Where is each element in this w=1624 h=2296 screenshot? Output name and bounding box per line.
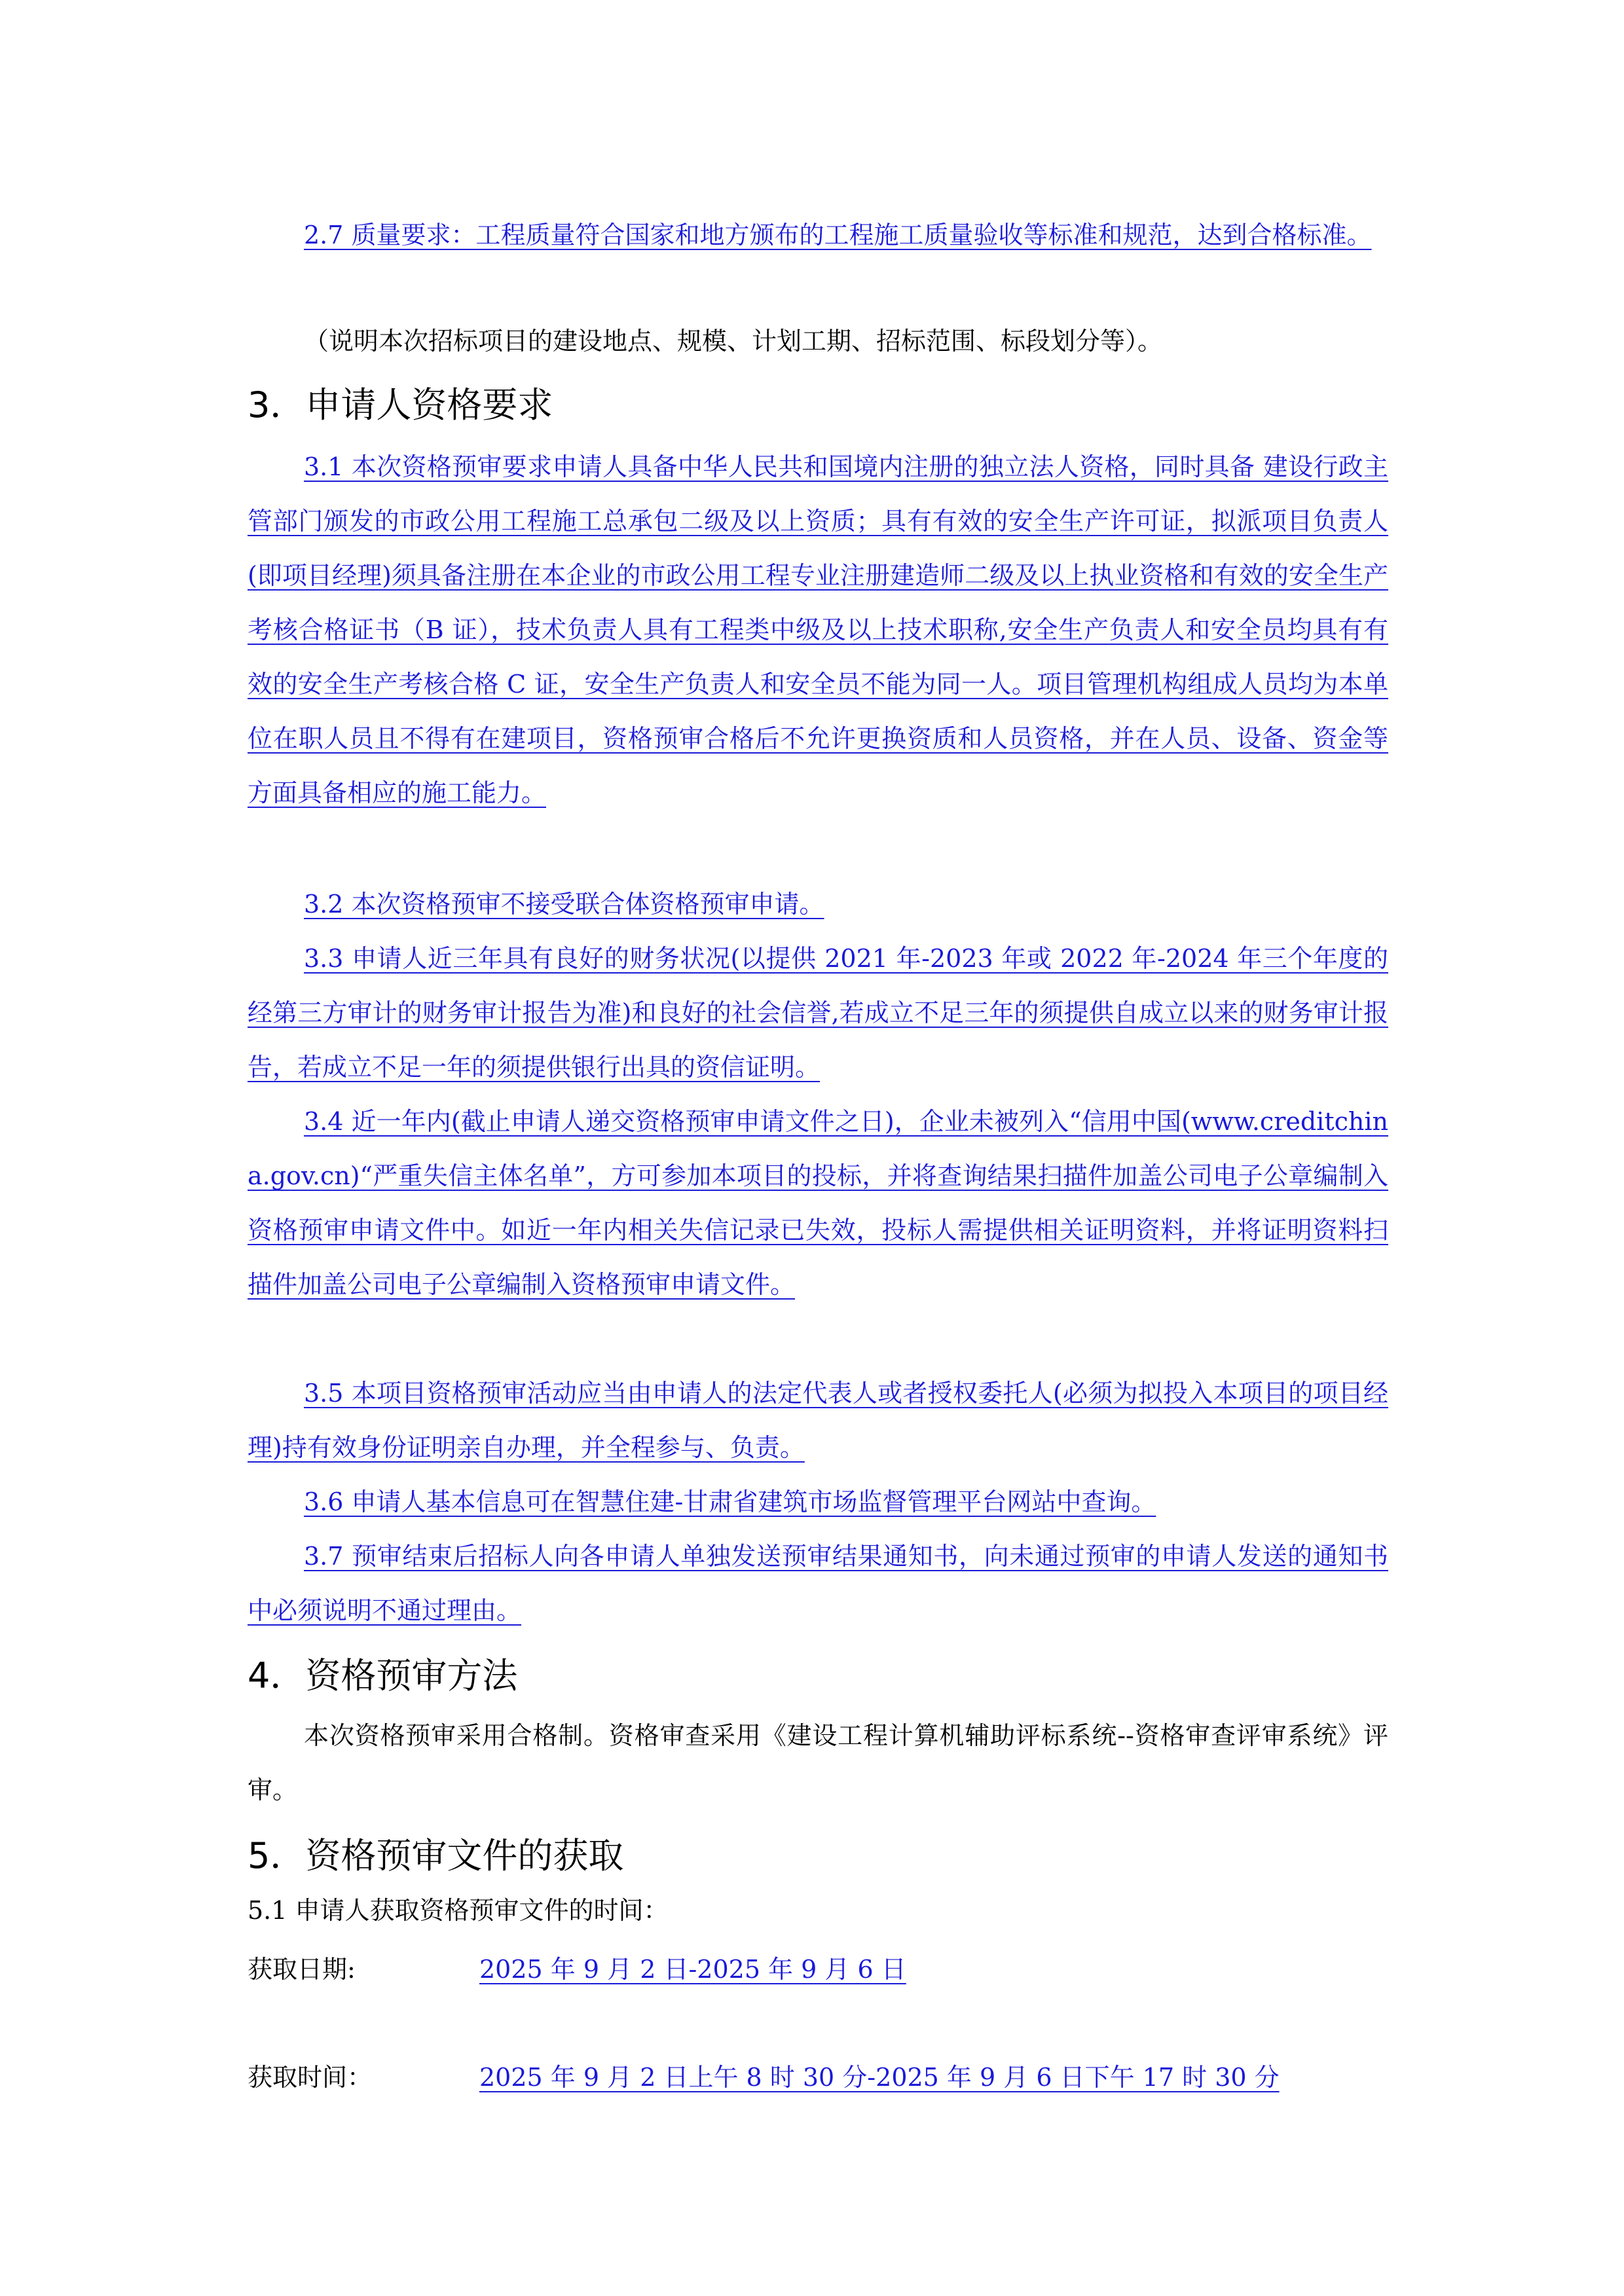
acquisition-date-value <box>479 1953 906 1986</box>
paragraph-3-4 <box>248 1095 1388 1312</box>
financial-status-text: 3.3 申请人近三年具有良好的财务状况(以提供 2021 年-2023 年或 2022 年-2024 年三个年度的经第三方审计的财务审计报告为准)和良好的社会信誉,若成立不足三年的须提供自成立以来的财务审计报告，若成立不足一年的须提供银行出具的资信证明。 <box>248 944 1388 1082</box>
subsection-5-1: 5.1 申请人获取资格预审文件的时间： <box>248 1896 669 1925</box>
qualification-requirement-text: 3.1 本次资格预审要求申请人具备中华人民共和国境内注册的独立法人资格，同时具备 建设行政主管部门颁发的市政公用工程施工总承包二级及以上资质；具有有效的安全生产许可证，拟派项目负责人(即项目经理)须具备注册在本企业的市政公用工程专业注册建造师二级及以上执业资格和有效的安全生产考核合格证书（B 证），技术负责人具有工程类中级及以上技术职称,安全生产负责人和安全员均具有有效的安全生产考核合格 C 证，安全生产负责人和安全员不能为同一人。项目管理机构组成人员均为本单位在职人员且不得有在建项目，资格预审合格后不允许更换资质和人员资格，并在人员、设备、资金等方面具备相应的施工能力。 <box>248 452 1388 807</box>
paragraph-3-3 <box>248 932 1388 1095</box>
quality-requirement-text: 2.7 质量要求：工程质量符合国家和地方颁布的工程施工质量验收等标准和规范，达到合格标准。 <box>304 221 1372 249</box>
paragraph-3-1 <box>248 440 1388 820</box>
paragraph-3-2 <box>248 877 1388 932</box>
paragraph-3-7 <box>248 1529 1388 1638</box>
acquisition-date-text: 2025 年 9 月 2 日-2025 年 9 月 6 日 <box>479 1955 906 1984</box>
paragraph-method: 本次资格预审采用合格制。资格审查采用《建设工程计算机辅助评标系统--资格审查评审系统》评审。 <box>248 1721 1388 1804</box>
acquisition-time-text: 2025 年 9 月 2 日上午 8 时 30 分-2025 年 9 月 6 日下午 17 时 30 分 <box>479 2063 1280 2092</box>
acquisition-time-label: 获取时间： <box>248 2063 373 2092</box>
paragraph-3-6 <box>248 1475 1388 1529</box>
acquisition-time-value <box>479 2061 1280 2094</box>
representative-text: 3.5 本项目资格预审活动应当由申请人的法定代表人或者授权委托人(必须为拟投入本项目的项目经理)持有效身份证明亲自办理，并全程参与、负责。 <box>248 1379 1388 1462</box>
paragraph-3-5 <box>248 1366 1388 1475</box>
heading-prequalification-method: 4．资格预审方法 <box>248 1655 518 1696</box>
heading-document-acquisition: 5．资格预审文件的获取 <box>248 1835 624 1876</box>
paragraph-note: （说明本次招标项目的建设地点、规模、计划工期、招标范围、标段划分等）。 <box>304 327 1163 355</box>
paragraph-2-7 <box>248 208 1388 263</box>
info-query-text: 3.6 申请人基本信息可在智慧住建-甘肃省建筑市场监督管理平台网站中查询。 <box>304 1487 1156 1516</box>
credit-record-text: 3.4 近一年内(截止申请人递交资格预审申请文件之日)，企业未被列入“信用中国(www.creditchina.gov.cn)“严重失信主体名单”，方可参加本项目的投标，并将查询结果扫描件加盖公司电子公章编制入资格预审申请文件中。如近一年内相关失信记录已失效，投标人需提供相关证明资料，并将证明资料扫描件加盖公司电子公章编制入资格预审申请文件。 <box>248 1107 1388 1299</box>
consortium-text: 3.2 本次资格预审不接受联合体资格预审申请。 <box>304 890 824 919</box>
result-notice-text: 3.7 预审结束后招标人向各申请人单独发送预审结果通知书，向未通过预审的申请人发送的通知书中必须说明不通过理由。 <box>248 1542 1388 1625</box>
heading-applicant-qualifications: 3．申请人资格要求 <box>248 384 553 426</box>
acquisition-date-label: 获取日期: <box>248 1955 356 1984</box>
